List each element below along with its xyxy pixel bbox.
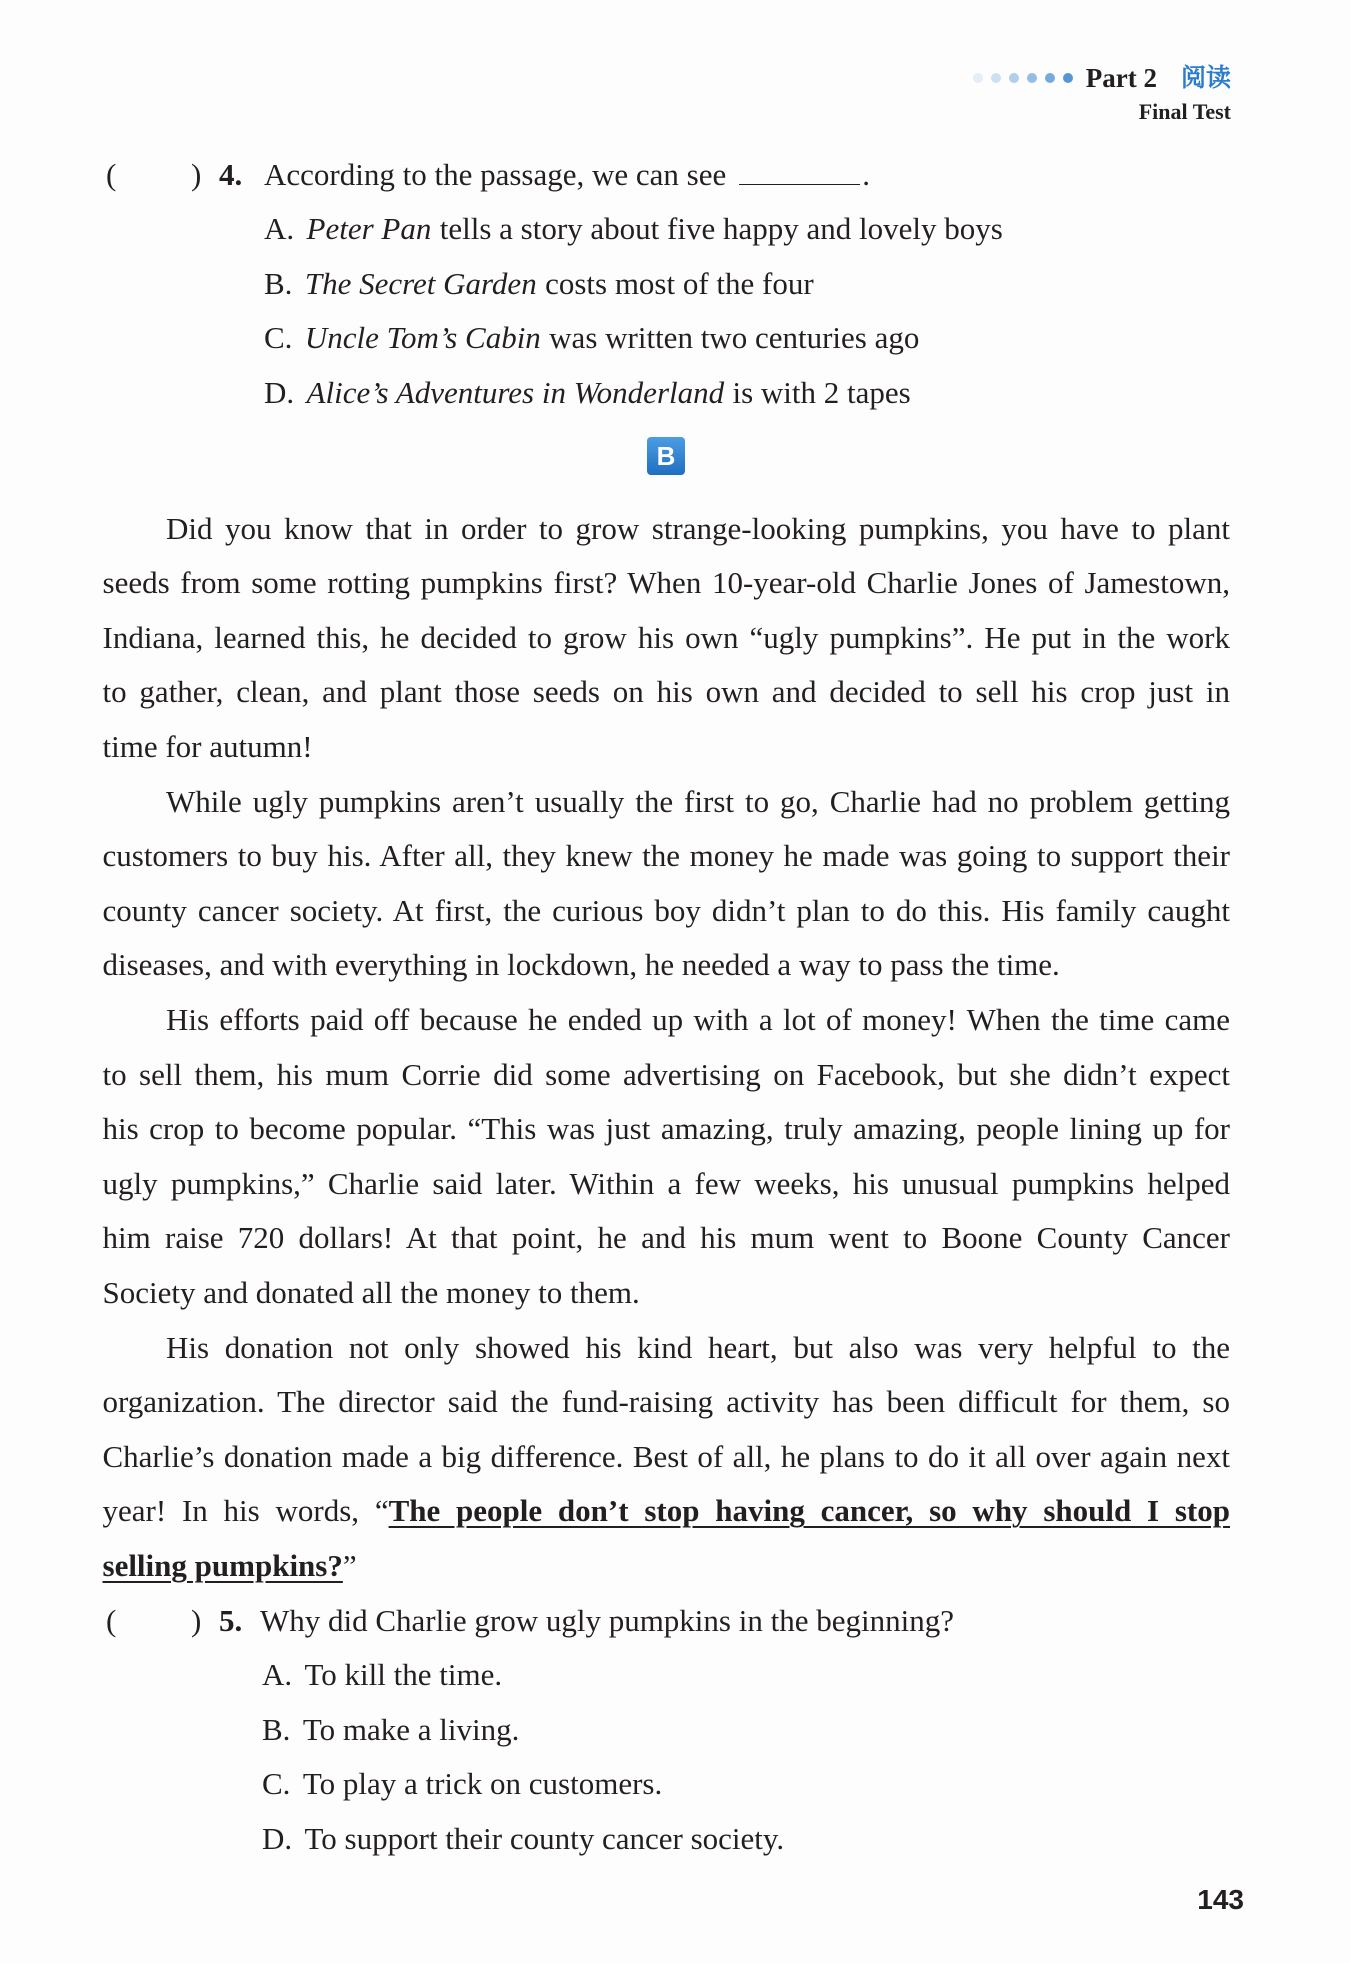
option-text: is with 2 tapes (732, 375, 911, 411)
option-d (0, 366, 1350, 421)
passage-line (103, 1484, 1231, 1539)
question-stem-end: . (862, 156, 870, 192)
option-a (0, 1648, 1350, 1703)
option-text: To support their county cancer society. (304, 1821, 785, 1857)
option-c (0, 311, 1350, 366)
option-book-title: The Secret Garden (304, 265, 537, 301)
passage-line: ugly pumpkins,” Charlie said later. Within a few weeks, his unusual pumpkins helped (102, 1165, 1230, 1201)
passage-line: While ugly pumpkins aren’t usually the first to go, Charlie had no problem getting (166, 783, 1230, 819)
header-dots (973, 73, 1073, 83)
question-stem-line (0, 1594, 1350, 1649)
question-number: 5. (219, 1602, 243, 1638)
option-a (0, 202, 1350, 257)
passage-line: customers to buy his. After all, they knew the money he made was going to support their (102, 838, 1230, 874)
dot-icon (1009, 73, 1019, 83)
option-label: D. (262, 1821, 293, 1857)
option-text: To play a trick on customers. (302, 1766, 663, 1802)
option-book-title: Alice’s Adventures in Wonderland (306, 375, 725, 411)
paragraph-4 (103, 1321, 1231, 1594)
passage-line: Society and donated all the money to them. (102, 1275, 640, 1310)
passage-line: Charlie’s donation made a big difference. Best of all, he plans to do it all over again next (102, 1438, 1230, 1474)
quote-close: ” (342, 1547, 357, 1583)
passage-line: to sell them, his mum Corrie did some advertising on Facebook, but she didn’t expect (102, 1056, 1230, 1092)
option-label: B. (262, 1711, 291, 1747)
passage-line: him raise 720 dollars! At that point, he and his mum went to Boone County Cancer (102, 1220, 1230, 1256)
passage-line: Did you know that in order to grow strange-looking pumpkins, you have to plant (166, 510, 1230, 546)
answer-paren-close: ) (191, 156, 202, 192)
option-label: B. (264, 265, 293, 301)
test-title: Final Test (1138, 99, 1231, 124)
dot-icon (991, 73, 1001, 83)
passage-line: His donation not only showed his kind heart, but also was very helpful to the (166, 1329, 1230, 1365)
option-b (0, 1703, 1350, 1758)
option-c (0, 1757, 1350, 1812)
option-text: tells a story about five happy and lovely boys (439, 211, 1003, 247)
section-label: 阅读 (1180, 63, 1231, 92)
option-label: C. (264, 320, 293, 356)
passage-line (103, 1539, 1231, 1594)
question-number: 4. (219, 156, 243, 192)
question-5 (0, 1594, 1350, 1867)
passage-line: his crop to become popular. “This was just amazing, truly amazing, people lining up for (102, 1111, 1230, 1147)
option-text: To make a living. (302, 1711, 520, 1747)
dot-icon (1063, 73, 1073, 83)
option-text: To kill the time. (304, 1657, 503, 1693)
option-label: C. (262, 1766, 291, 1802)
answer-paren-open: ( (106, 1602, 117, 1638)
dot-icon (973, 73, 983, 83)
option-book-title: Peter Pan (306, 211, 432, 247)
option-label: A. (264, 211, 295, 247)
option-d (0, 1812, 1350, 1867)
paragraph-2 (103, 775, 1231, 993)
passage-line: to gather, clean, and plant those seeds on his own and decided to sell his crop just in (102, 674, 1230, 710)
dot-icon (1027, 73, 1037, 83)
option-book-title: Uncle Tom’s Cabin (304, 320, 541, 356)
question-stem-text: According to the passage, we can see (264, 156, 727, 192)
answer-blank (739, 184, 860, 185)
paragraph-3 (103, 993, 1231, 1321)
passage-line: organization. The director said the fund-raising activity has been difficult for them, so (102, 1384, 1230, 1420)
dot-icon (1045, 73, 1055, 83)
answer-paren-close: ) (191, 1602, 202, 1638)
passage-line: Indiana, learned this, he decided to grow his own “ugly pumpkins”. He put in the work (102, 619, 1230, 655)
question-stem: Why did Charlie grow ugly pumpkins in the beginning? (260, 1602, 954, 1638)
passage-line: seeds from some rotting pumpkins first? When 10-year-old Charlie Jones of Jamestown, (102, 565, 1230, 601)
option-b (0, 257, 1350, 312)
running-head (973, 60, 1231, 96)
passage-line: diseases, and with everything in lockdown, he needed a way to pass the time. (102, 947, 1060, 983)
quote-lead: year! In his words, “ (102, 1493, 389, 1529)
answer-paren-open: ( (106, 156, 117, 192)
key-quote: The people don’t stop having cancer, so why should I stop (388, 1493, 1230, 1529)
option-label: A. (262, 1657, 293, 1693)
paragraph-1 (103, 502, 1231, 775)
part-label: Part 2 (1085, 63, 1157, 93)
option-label: D. (264, 375, 295, 411)
question-stem (264, 148, 870, 203)
passage-line: His efforts paid off because he ended up with a lot of money! When the time came (166, 1002, 1230, 1038)
option-text: costs most of the four (545, 265, 814, 301)
key-quote: selling pumpkins? (102, 1547, 343, 1583)
passage-line: county cancer society. At first, the curious boy didn’t plan to do this. His family caught (102, 892, 1230, 928)
passage (103, 502, 1231, 1594)
option-text: was written two centuries ago (549, 320, 920, 356)
passage-line: time for autumn! (102, 729, 313, 765)
question-stem-line (0, 148, 1350, 203)
page-number: 143 (1197, 1884, 1244, 1915)
section-badge: B (647, 437, 685, 475)
question-4 (0, 148, 1350, 421)
